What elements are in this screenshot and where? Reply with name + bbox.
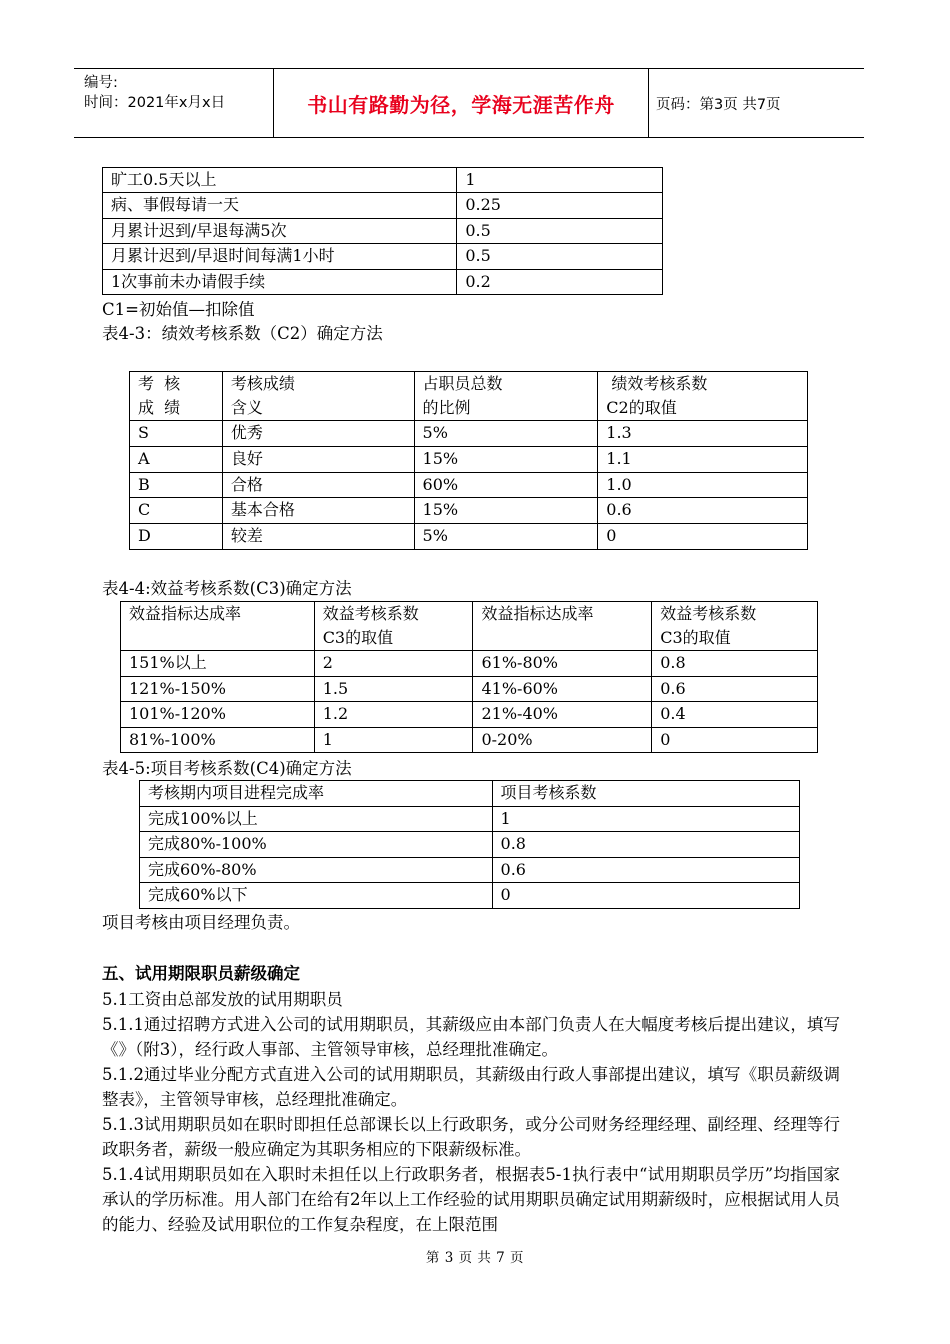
table-header-cell xyxy=(598,372,808,421)
table-header-cell-line: 绩效考核系数 xyxy=(606,374,708,393)
table-header-cell-line: 效益考核系数 xyxy=(322,604,419,623)
table-cell: 5% xyxy=(414,421,598,447)
table-header-cell-line: 效益指标达成率 xyxy=(481,604,594,623)
table-cell: 2 xyxy=(314,651,473,677)
header-page-number: 页码：第3页 共7页 xyxy=(656,96,781,113)
table-c2-performance xyxy=(129,371,808,550)
table-cell: 1 xyxy=(457,168,663,193)
table-cell: 0.4 xyxy=(652,702,818,728)
table-cell: 0.6 xyxy=(652,676,818,702)
table-header-cell-line: 效益考核系数 xyxy=(660,604,757,623)
table-cell: 合格 xyxy=(222,472,414,498)
table-row xyxy=(103,168,663,193)
table-row xyxy=(103,193,663,218)
table-cell: 0.25 xyxy=(457,193,663,218)
table-cell: A xyxy=(130,446,223,472)
c4-note: 项目考核由项目经理负责。 xyxy=(102,913,300,932)
table-header-cell-line: 考核成绩 xyxy=(230,374,295,393)
table-cell: 0.5 xyxy=(457,244,663,269)
table-cell: 0.8 xyxy=(652,651,818,677)
table-row xyxy=(121,702,818,728)
table-cell: 151%以上 xyxy=(121,651,315,677)
table-cell: 月累计迟到/早退每满5次 xyxy=(103,218,457,243)
table-cell: 0 xyxy=(652,727,818,753)
table-cell: 较差 xyxy=(222,524,414,550)
table-cell: 1 xyxy=(492,806,799,832)
table-cell: 0 xyxy=(492,883,799,909)
table-header-cell: 项目考核系数 xyxy=(492,781,799,807)
table-cell: 21%-40% xyxy=(473,702,652,728)
page-footer: 第 3 页 共 7 页 xyxy=(425,1250,525,1266)
table-cell: 1.5 xyxy=(314,676,473,702)
table-cell: 61%-80% xyxy=(473,651,652,677)
table-cell: 1.1 xyxy=(598,446,808,472)
table-cell: 15% xyxy=(414,446,598,472)
table-cell: D xyxy=(130,524,223,550)
table-row xyxy=(103,269,663,294)
table-header-cell-line: 占职员总数 xyxy=(422,374,503,393)
table-header-cell-line: 含义 xyxy=(230,398,263,417)
table-cell: 0.8 xyxy=(492,832,799,858)
table-row xyxy=(121,676,818,702)
table-cell: 病、事假每请一天 xyxy=(103,193,457,218)
table-header-cell xyxy=(222,372,414,421)
c1-formula: C1=初始值—扣除值 xyxy=(102,300,255,319)
table-row xyxy=(121,727,818,753)
table-header-cell-line: C3的取值 xyxy=(660,628,731,647)
section-5-title: 五、试用期限职员薪级确定 xyxy=(102,964,300,983)
table-cell: 1 xyxy=(314,727,473,753)
table-row xyxy=(103,218,663,243)
caption-table-4-5: 表4-5:项目考核系数(C4)确定方法 xyxy=(102,759,352,778)
table-row xyxy=(121,651,818,677)
header-motto: 书山有路勤为径，学海无涯苦作舟 xyxy=(274,69,649,137)
table-header-cell: 考核期内项目进程完成率 xyxy=(140,781,493,807)
table-header-cell xyxy=(314,602,473,651)
table-cell: 0.2 xyxy=(457,269,663,294)
table-cell: 完成80%-100% xyxy=(140,832,493,858)
header-number-label: 编号: xyxy=(84,75,118,91)
table-cell: C xyxy=(130,498,223,524)
table-cell: 1.2 xyxy=(314,702,473,728)
table-cell: 121%-150% xyxy=(121,676,315,702)
table-cell: S xyxy=(130,421,223,447)
table-header-cell-line: 考 核 xyxy=(138,374,181,393)
table-header-cell xyxy=(414,372,598,421)
caption-table-4-4: 表4-4:效益考核系数(C3)确定方法 xyxy=(102,579,352,598)
table-header-cell-line: 效益指标达成率 xyxy=(129,604,242,623)
table-cell: 0.6 xyxy=(598,498,808,524)
table-row xyxy=(130,472,808,498)
paragraph-5-1-2: 5.1.2通过毕业分配方式直进入公司的试用期职员，其薪级由行政人事部提出建议，填写《职员薪级调整表》，主管领导审核，总经理批准确定。 xyxy=(102,1065,840,1110)
table-row xyxy=(130,446,808,472)
table-header-cell xyxy=(130,372,223,421)
table-cell: 1.3 xyxy=(598,421,808,447)
table-header-row xyxy=(130,372,808,421)
table-c4-project xyxy=(139,780,800,909)
table-cell: 完成60%-80% xyxy=(140,857,493,883)
caption-table-4-3: 表4-3：绩效考核系数（C2）确定方法 xyxy=(102,324,383,343)
table-cell: 良好 xyxy=(222,446,414,472)
table-header-row xyxy=(140,781,800,807)
table-cell: 81%-100% xyxy=(121,727,315,753)
paragraph-5-1-1: 5.1.1通过招聘方式进入公司的试用期职员，其薪级应由本部门负责人在大幅度考核后提出建议，填写《》（附3），经行政人事部、主管领导审核，总经理批准确定。 xyxy=(102,1015,840,1060)
page-header xyxy=(74,68,864,138)
paragraph-5-1: 5.1工资由总部发放的试用期职员 xyxy=(102,990,343,1009)
table-cell: 优秀 xyxy=(222,421,414,447)
table-row xyxy=(103,244,663,269)
table-cell: 0-20% xyxy=(473,727,652,753)
table-cell: 旷工0.5天以上 xyxy=(103,168,457,193)
table-cell: 60% xyxy=(414,472,598,498)
table-cell: 完成60%以下 xyxy=(140,883,493,909)
header-meta xyxy=(74,69,274,137)
table-header-cell-line: C3的取值 xyxy=(322,628,394,647)
table-header-cell-line: C2的取值 xyxy=(606,398,677,417)
table-cell: 完成100%以上 xyxy=(140,806,493,832)
table-header-cell-line: 的比例 xyxy=(422,398,471,417)
table-cell: B xyxy=(130,472,223,498)
table-cell: 1.0 xyxy=(598,472,808,498)
table-cell: 基本合格 xyxy=(222,498,414,524)
table-row xyxy=(140,832,800,858)
table-c3-benefit xyxy=(120,601,818,753)
table-row xyxy=(130,498,808,524)
table-cell: 0.6 xyxy=(492,857,799,883)
paragraph-5-1-4: 5.1.4试用期职员如在入职时未担任以上行政职务者，根据表5-1执行表中“试用期职员学历”均指国家承认的学历标准。用人部门在给有2年以上工作经验的试用期职员确定试用期薪级时，应根据试用人员的能力、经验及试用职位的工作复杂程度，在上限范围 xyxy=(102,1165,840,1235)
table-row xyxy=(130,524,808,550)
table-cell: 5% xyxy=(414,524,598,550)
table-cell: 101%-120% xyxy=(121,702,315,728)
table-header-row xyxy=(121,602,818,651)
table-header-cell xyxy=(121,602,315,651)
table-header-cell xyxy=(652,602,818,651)
table-cell: 41%-60% xyxy=(473,676,652,702)
table-header-cell-line: 成 绩 xyxy=(138,398,181,417)
table-header-cell xyxy=(473,602,652,651)
table-row xyxy=(140,883,800,909)
table-cell: 1次事前未办请假手续 xyxy=(103,269,457,294)
table-row xyxy=(140,857,800,883)
table-cell: 15% xyxy=(414,498,598,524)
header-time-label: 时间：2021年x月x日 xyxy=(84,95,226,111)
paragraph-5-1-3: 5.1.3试用期职员如在职时即担任总部课长以上行政职务，或分公司财务经理经理、副经理、经理等行政职务者，薪级一般应确定为其职务相应的下限薪级标准。 xyxy=(102,1115,840,1160)
table-header-cell-line xyxy=(129,626,306,650)
table-row xyxy=(140,806,800,832)
table-header-cell-line xyxy=(481,626,643,650)
table-cell: 月累计迟到/早退时间每满1小时 xyxy=(103,244,457,269)
table-cell: 0.5 xyxy=(457,218,663,243)
table-row xyxy=(130,421,808,447)
table-c1-deductions xyxy=(102,167,663,295)
table-cell: 0 xyxy=(598,524,808,550)
